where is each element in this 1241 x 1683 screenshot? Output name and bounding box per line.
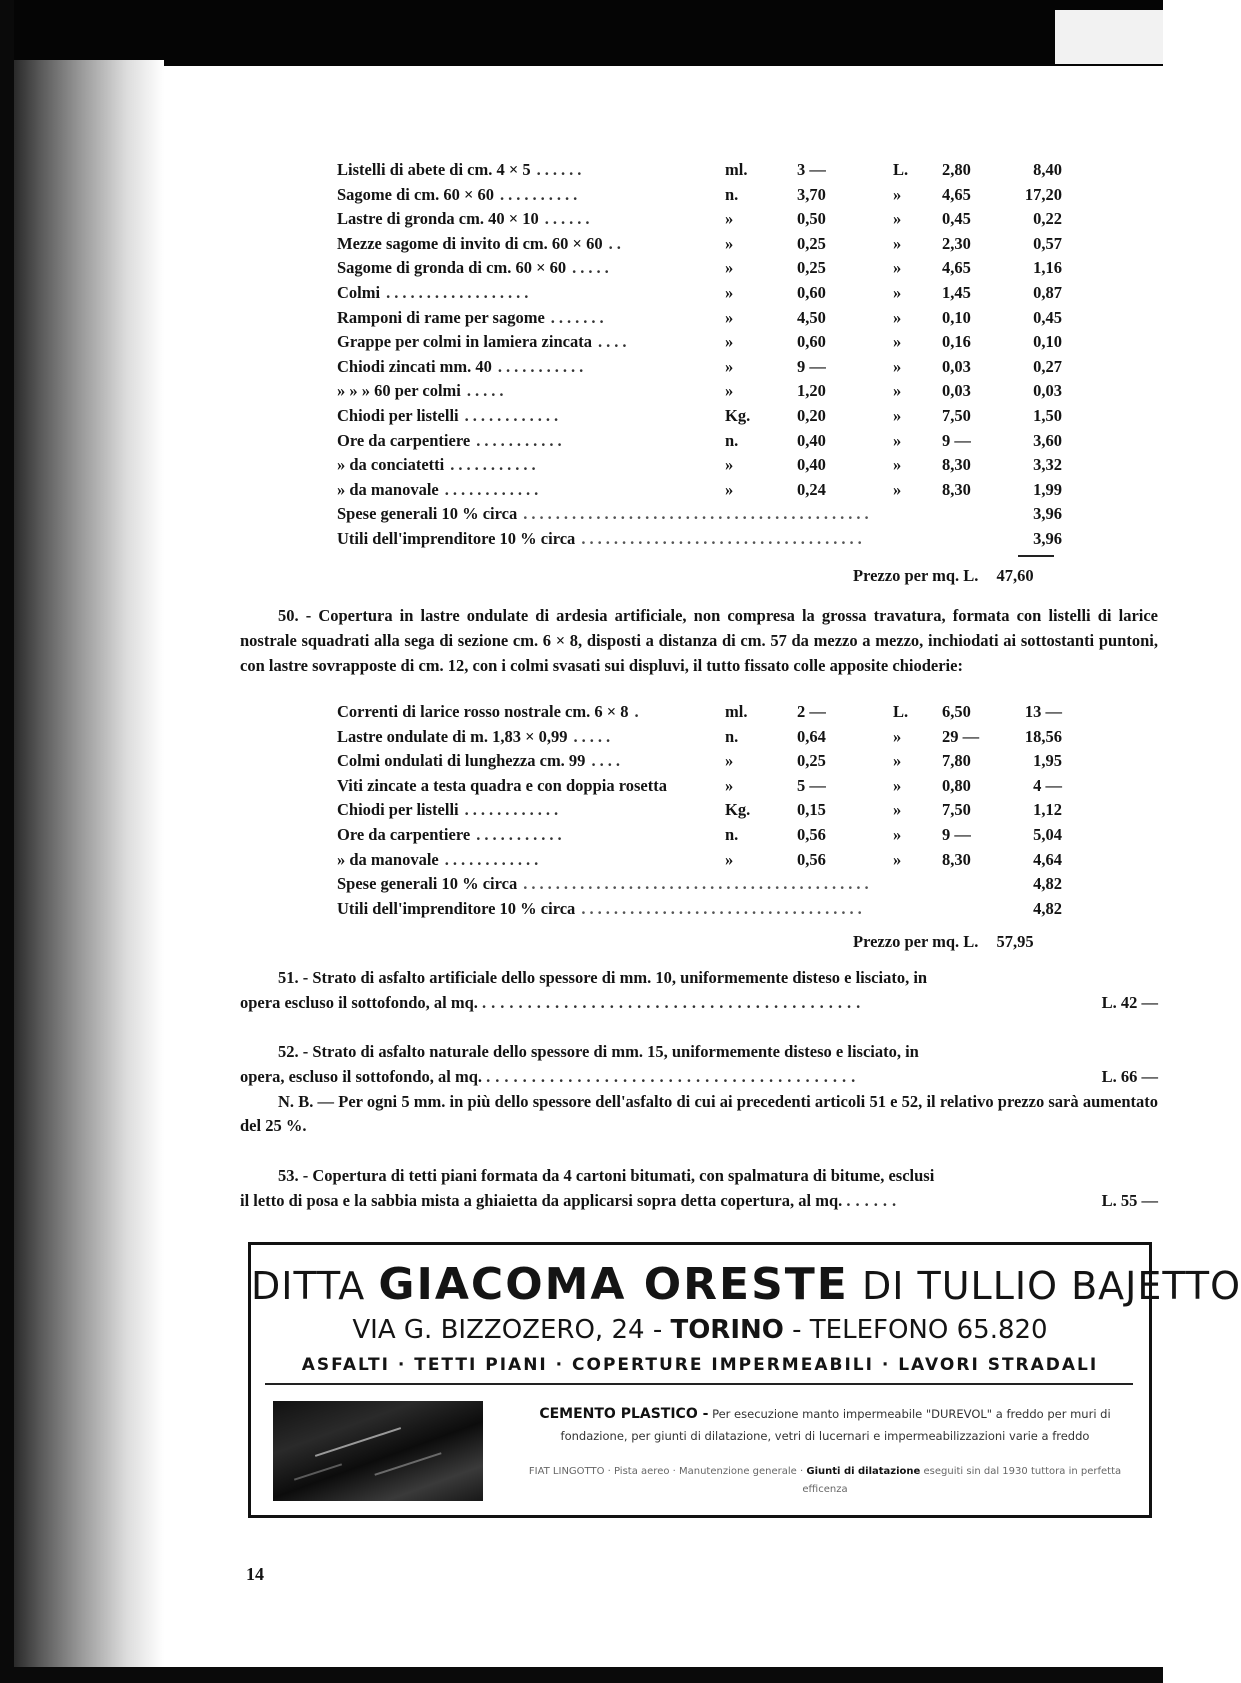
ad-street: VIA G. BIZZOZERO, 24 -	[352, 1315, 663, 1345]
row-quantity: 0,56	[797, 824, 826, 844]
item-51-price: L. 42 —	[1101, 992, 1158, 1012]
row-total: 0,22	[1033, 209, 1062, 229]
extra-description	[337, 502, 1062, 527]
leader-dots: ............	[464, 800, 563, 820]
row-desc-text: Chiodi per listelli	[337, 800, 459, 820]
row-desc-text: » » » 60 per colmi	[337, 381, 461, 401]
row-unit-price: 9 —	[942, 430, 971, 450]
row-desc-text: Lastre ondulate di m. 1,83 × 0,99	[337, 726, 568, 746]
ad-address	[251, 1315, 1149, 1345]
leader-dots: ..................	[386, 282, 533, 302]
row-unit-price: 7,80	[942, 751, 971, 771]
row-description	[337, 749, 717, 774]
row-unit: »	[725, 479, 734, 499]
item-52-line1: 52. - Strato di asfalto naturale dello spessore di mm. 15, uniformemente disteso e lisciato, in	[278, 1042, 919, 1061]
item-50-text: 50. - Copertura in lastre ondulate di ardesia artificiale, non compresa la grossa travatura, formata con listelli di larice nostrale squadrati alla sega di sezione cm. 6 × 8, disposti a distanza di cm. 57 da mezzo a mezzo, inchiodati ai sottostanti puntoni, con lastre sovrapposte di cm. 12, con i colmi svasati sui displuvi, il tutto fissato colle apposite chioderie:	[240, 606, 1158, 675]
item-52-line2	[240, 1065, 1158, 1090]
row-quantity: 3,70	[797, 184, 826, 204]
row-total: 0,10	[1033, 332, 1062, 352]
row-unit: Kg.	[725, 405, 751, 425]
ad-ref-a: FIAT LINGOTTO · Pista aereo · Manutenzione generale ·	[528, 1466, 804, 1477]
item-51-line1: 51. - Strato di asfalto artificiale dello spessore di mm. 10, uniformemente disteso e lisciato, in	[278, 968, 928, 987]
row-unit-price: 2,30	[942, 233, 971, 253]
leader-dots: ...........	[497, 356, 588, 376]
row-unit-price: 29 —	[942, 726, 980, 746]
ad-ref-c: eseguiti sin dal 1930 tuttora in perfetta efficenza	[802, 1466, 1122, 1495]
leader-dots: .........................................	[486, 1066, 861, 1086]
row-unit-price: 0,10	[942, 307, 971, 327]
page-number: 14	[246, 1564, 264, 1584]
prezzo-label: Prezzo per mq. L.	[853, 566, 979, 585]
ad-owner: DI TULLIO BAJETTO	[861, 1264, 1241, 1308]
row-quantity: 0,25	[797, 233, 826, 253]
row-unit: »	[725, 849, 734, 869]
row-desc-text: Sagome di gronda di cm. 60 × 60	[337, 258, 567, 278]
row-currency: »	[893, 209, 902, 229]
ad-divider	[265, 1383, 1133, 1385]
row-description	[337, 798, 717, 823]
leader-dots: ..........	[499, 184, 582, 204]
row-quantity: 0,60	[797, 332, 826, 352]
leader-dots: ...........	[450, 455, 540, 475]
row-unit: »	[725, 455, 734, 475]
row-unit: »	[725, 282, 734, 302]
prezzo-value: 57,95	[996, 932, 1034, 951]
leader-dots: ............	[444, 849, 543, 869]
row-total: 4,64	[1033, 849, 1062, 869]
row-unit-price: 7,50	[942, 800, 971, 820]
row-unit-price: 7,50	[942, 405, 971, 425]
ad-cemento-text	[519, 1403, 1131, 1447]
row-currency: »	[893, 405, 902, 425]
row-total: 1,95	[1033, 751, 1062, 771]
ad-ref-b: Giunti di dilatazione	[806, 1466, 921, 1477]
extra-description	[337, 527, 1062, 552]
row-desc-text: Grappe per colmi in lamiera zincata	[337, 332, 592, 352]
row-total: 0,87	[1033, 282, 1062, 302]
row-quantity: 3 —	[797, 160, 826, 179]
scan-top-notch	[1055, 10, 1163, 64]
ad-cemento-desc: Per esecuzione manto impermeabile "DUREVOL" a freddo per muri di fondazione, per giunti di dilatazione, vetri di lucernari e impermeabilizzazioni varie a freddo	[560, 1407, 1111, 1443]
row-total: 1,99	[1033, 479, 1062, 499]
row-description	[337, 183, 717, 208]
row-currency: »	[893, 258, 902, 278]
row-desc-text: Chiodi zincati mm. 40	[337, 356, 492, 376]
row-currency: »	[893, 849, 902, 869]
total-underline	[1018, 555, 1054, 557]
row-desc-text: Listelli di abete di cm. 4 × 5	[337, 160, 531, 179]
row-description	[337, 429, 717, 454]
row-desc-text: » da manovale	[337, 849, 439, 869]
extra-total: 3,96	[992, 502, 1062, 527]
item-52-price: L. 66 —	[1101, 1066, 1158, 1086]
row-description	[337, 379, 717, 404]
row-quantity: 0,25	[797, 258, 826, 278]
row-unit: »	[725, 233, 734, 253]
item-50-paragraph	[240, 604, 1158, 678]
row-description	[337, 725, 717, 750]
row-description	[337, 478, 717, 503]
row-total: 0,57	[1033, 233, 1062, 253]
leader-dots: ..........................................	[482, 992, 866, 1012]
row-quantity: 1,20	[797, 381, 826, 401]
ad-city: TORINO	[670, 1315, 784, 1345]
row-desc-text: Chiodi per listelli	[337, 405, 459, 425]
leader-dots: ............	[444, 479, 543, 499]
ad-ditta: DITTA	[251, 1264, 366, 1308]
leader-dots: .....	[572, 258, 613, 278]
row-currency: »	[893, 381, 902, 401]
row-currency: »	[893, 726, 902, 746]
row-currency: »	[893, 430, 902, 450]
row-currency: »	[893, 751, 902, 771]
row-total: 1,16	[1033, 258, 1062, 278]
extra-total: 4,82	[992, 872, 1062, 897]
row-desc-text: Lastre di gronda cm. 40 × 10	[337, 209, 539, 229]
extra-desc-text: Utili dell'imprenditore 10 % circa	[337, 528, 576, 548]
row-currency: »	[893, 233, 902, 253]
leader-dots: ...........................................	[523, 874, 873, 894]
row-unit: »	[725, 209, 734, 229]
row-quantity: 0,64	[797, 726, 826, 746]
item-52-desc: opera, escluso il sottofondo, al mq.	[240, 1066, 483, 1086]
ad-categories: ASFALTI · TETTI PIANI · COPERTURE IMPERMEABILI · LAVORI STRADALI	[301, 1355, 1099, 1375]
row-unit-price: 0,16	[942, 332, 971, 352]
leader-dots: ......	[536, 160, 586, 179]
row-desc-text: Ore da carpentiere	[337, 430, 471, 450]
row-total: 1,12	[1033, 800, 1062, 820]
row-unit: »	[725, 356, 734, 376]
leader-dots: ...................................	[581, 898, 866, 918]
row-quantity: 0,60	[797, 282, 826, 302]
row-desc-text: Ramponi di rame per sagome	[337, 307, 545, 327]
ad-photo	[273, 1401, 483, 1501]
row-total: 8,40	[1033, 160, 1062, 179]
row-desc-text: Mezze sagome di invito di cm. 60 × 60	[337, 233, 603, 253]
item-51-line2	[240, 991, 1158, 1016]
row-description	[337, 774, 717, 799]
row-currency: »	[893, 282, 902, 302]
row-currency: »	[893, 184, 902, 204]
row-currency: »	[893, 307, 902, 327]
row-currency: »	[893, 332, 902, 352]
extra-description	[337, 897, 1062, 922]
row-total: 0,03	[1033, 381, 1062, 401]
row-description	[337, 256, 717, 281]
row-unit-price: 2,80	[942, 160, 971, 179]
item-51-paragraph	[240, 966, 1158, 1016]
row-unit: »	[725, 751, 734, 771]
row-unit: »	[725, 381, 734, 401]
nb-text: N. B. — Per ogni 5 mm. in più dello spessore dell'asfalto di cui ai precedenti articoli 51 e 52, il relativo prezzo sarà aumentato del 25 %.	[240, 1091, 1158, 1136]
row-desc-text: Correnti di larice rosso nostrale cm. 6 × 8	[337, 702, 629, 721]
row-unit: n.	[725, 430, 739, 450]
row-unit: Kg.	[725, 800, 751, 820]
row-total: 3,60	[1033, 430, 1062, 450]
row-currency: »	[893, 455, 902, 475]
row-currency: »	[893, 800, 902, 820]
row-quantity: 0,56	[797, 849, 826, 869]
prezzo-49	[853, 566, 1034, 586]
prezzo-label: Prezzo per mq. L.	[853, 932, 979, 951]
ad-cemento-title: CEMENTO PLASTICO -	[539, 1406, 709, 1422]
row-quantity: 0,40	[797, 455, 826, 475]
scan-left-border	[0, 0, 14, 1683]
row-desc-text: Colmi ondulati di lunghezza cm. 99	[337, 751, 586, 771]
row-description	[337, 330, 717, 355]
row-description	[337, 306, 717, 331]
row-quantity: 0,24	[797, 479, 826, 499]
row-unit-price: 0,03	[942, 381, 971, 401]
row-desc-text: Colmi	[337, 282, 381, 302]
row-unit-price: 4,65	[942, 258, 971, 278]
leader-dots: ...................................	[581, 528, 866, 548]
item-53-price: L. 55 —	[1101, 1190, 1158, 1210]
row-currency: »	[893, 356, 902, 376]
item-53-line1: 53. - Copertura di tetti piani formata da 4 cartoni bitumati, con spalmatura di bitume, esclusi	[278, 1166, 935, 1185]
row-desc-text: » da manovale	[337, 479, 439, 499]
row-unit: »	[725, 775, 734, 795]
row-unit: »	[725, 307, 734, 327]
item-53-line2	[240, 1189, 1158, 1214]
row-unit-price: 8,30	[942, 849, 971, 869]
row-unit: n.	[725, 184, 739, 204]
scan-binding-shadow	[14, 60, 164, 1683]
row-quantity: 0,25	[797, 751, 826, 771]
row-quantity: 5 —	[797, 775, 826, 795]
row-unit: ml.	[725, 702, 748, 721]
row-desc-text: » da conciatetti	[337, 455, 445, 475]
prezzo-50	[853, 932, 1034, 952]
row-total: 5,04	[1033, 824, 1062, 844]
row-quantity: 4,50	[797, 307, 826, 327]
extra-total: 4,82	[992, 897, 1062, 922]
row-quantity: 0,50	[797, 209, 826, 229]
row-unit-price: 0,80	[942, 775, 971, 795]
row-total: 1,50	[1033, 405, 1062, 425]
row-unit: ml.	[725, 160, 748, 179]
row-unit-price: 0,45	[942, 209, 971, 229]
leader-dots: ...........	[476, 430, 566, 450]
row-unit-price: 8,30	[942, 455, 971, 475]
row-description	[337, 158, 717, 183]
ad-brand-name: GIACOMA ORESTE	[378, 1259, 849, 1310]
row-unit: n.	[725, 824, 739, 844]
row-desc-text: Ore da carpentiere	[337, 824, 471, 844]
item-51-desc: opera escluso il sottofondo, al mq.	[240, 992, 478, 1012]
row-description	[337, 848, 717, 873]
item-52-paragraph	[240, 1040, 1158, 1139]
row-unit-price: 1,45	[942, 282, 971, 302]
row-total: 3,32	[1033, 455, 1062, 475]
leader-dots: ......	[846, 1190, 902, 1210]
row-unit-price: 8,30	[942, 479, 971, 499]
row-total: 18,56	[1024, 726, 1062, 746]
leader-dots: ...........................................	[523, 504, 873, 524]
row-unit: »	[725, 258, 734, 278]
row-currency: L.	[893, 160, 909, 179]
row-unit: n.	[725, 726, 739, 746]
leader-dots: ..	[608, 233, 625, 253]
leader-dots: .	[634, 702, 643, 721]
row-unit-price: 6,50	[942, 702, 971, 721]
extra-description	[337, 872, 1062, 897]
row-total: 4 —	[1033, 775, 1062, 795]
row-quantity: 0,20	[797, 405, 826, 425]
row-currency: »	[893, 824, 902, 844]
row-desc-text: Sagome di cm. 60 × 60	[337, 184, 494, 204]
prezzo-value: 47,60	[996, 566, 1034, 585]
row-quantity: 9 —	[797, 356, 826, 376]
row-description	[337, 281, 717, 306]
leader-dots: ...........	[476, 824, 566, 844]
row-total: 0,45	[1033, 307, 1062, 327]
ad-references	[519, 1463, 1131, 1499]
row-total: 0,27	[1033, 356, 1062, 376]
item-53-desc: il letto di posa e la sabbia mista a ghiaietta da applicarsi sopra detta copertura, al mq.	[240, 1190, 843, 1210]
extra-total: 3,96	[992, 527, 1062, 552]
row-description	[337, 453, 717, 478]
row-desc-text: Viti zincate a testa quadra e con doppia rosetta	[337, 775, 667, 795]
scan-bottom-border	[0, 1667, 1163, 1683]
row-total: 13 —	[1024, 702, 1062, 721]
row-currency: »	[893, 479, 902, 499]
row-quantity: 0,15	[797, 800, 826, 820]
advertisement-box	[248, 1242, 1241, 1518]
leader-dots: .......	[550, 307, 608, 327]
item-53-paragraph	[240, 1164, 1158, 1214]
row-unit-price: 0,03	[942, 356, 971, 376]
extra-desc-text: Utili dell'imprenditore 10 % circa	[337, 898, 576, 918]
row-description	[337, 404, 717, 429]
leader-dots: .....	[466, 381, 508, 401]
leader-dots: .....	[573, 726, 615, 746]
row-currency: »	[893, 775, 902, 795]
row-unit-price: 9 —	[942, 824, 971, 844]
row-currency: L.	[893, 702, 909, 721]
scan-top-border	[0, 0, 1163, 66]
leader-dots: ......	[544, 209, 594, 229]
row-description	[337, 207, 717, 232]
row-total: 17,20	[1024, 184, 1062, 204]
row-description	[337, 355, 717, 380]
ad-phone: - TELEFONO 65.820	[792, 1315, 1048, 1345]
leader-dots: ....	[591, 751, 624, 771]
row-unit-price: 4,65	[942, 184, 971, 204]
ad-title	[251, 1259, 1241, 1310]
row-description	[337, 232, 717, 257]
leader-dots: ....	[597, 332, 631, 352]
leader-dots: ............	[464, 405, 563, 425]
row-quantity: 0,40	[797, 430, 826, 450]
row-unit: »	[725, 332, 734, 352]
extra-desc-text: Spese generali 10 % circa	[337, 504, 518, 524]
row-description	[337, 700, 717, 725]
row-description	[337, 823, 717, 848]
extra-desc-text: Spese generali 10 % circa	[337, 874, 518, 894]
row-quantity: 2 —	[797, 702, 826, 721]
